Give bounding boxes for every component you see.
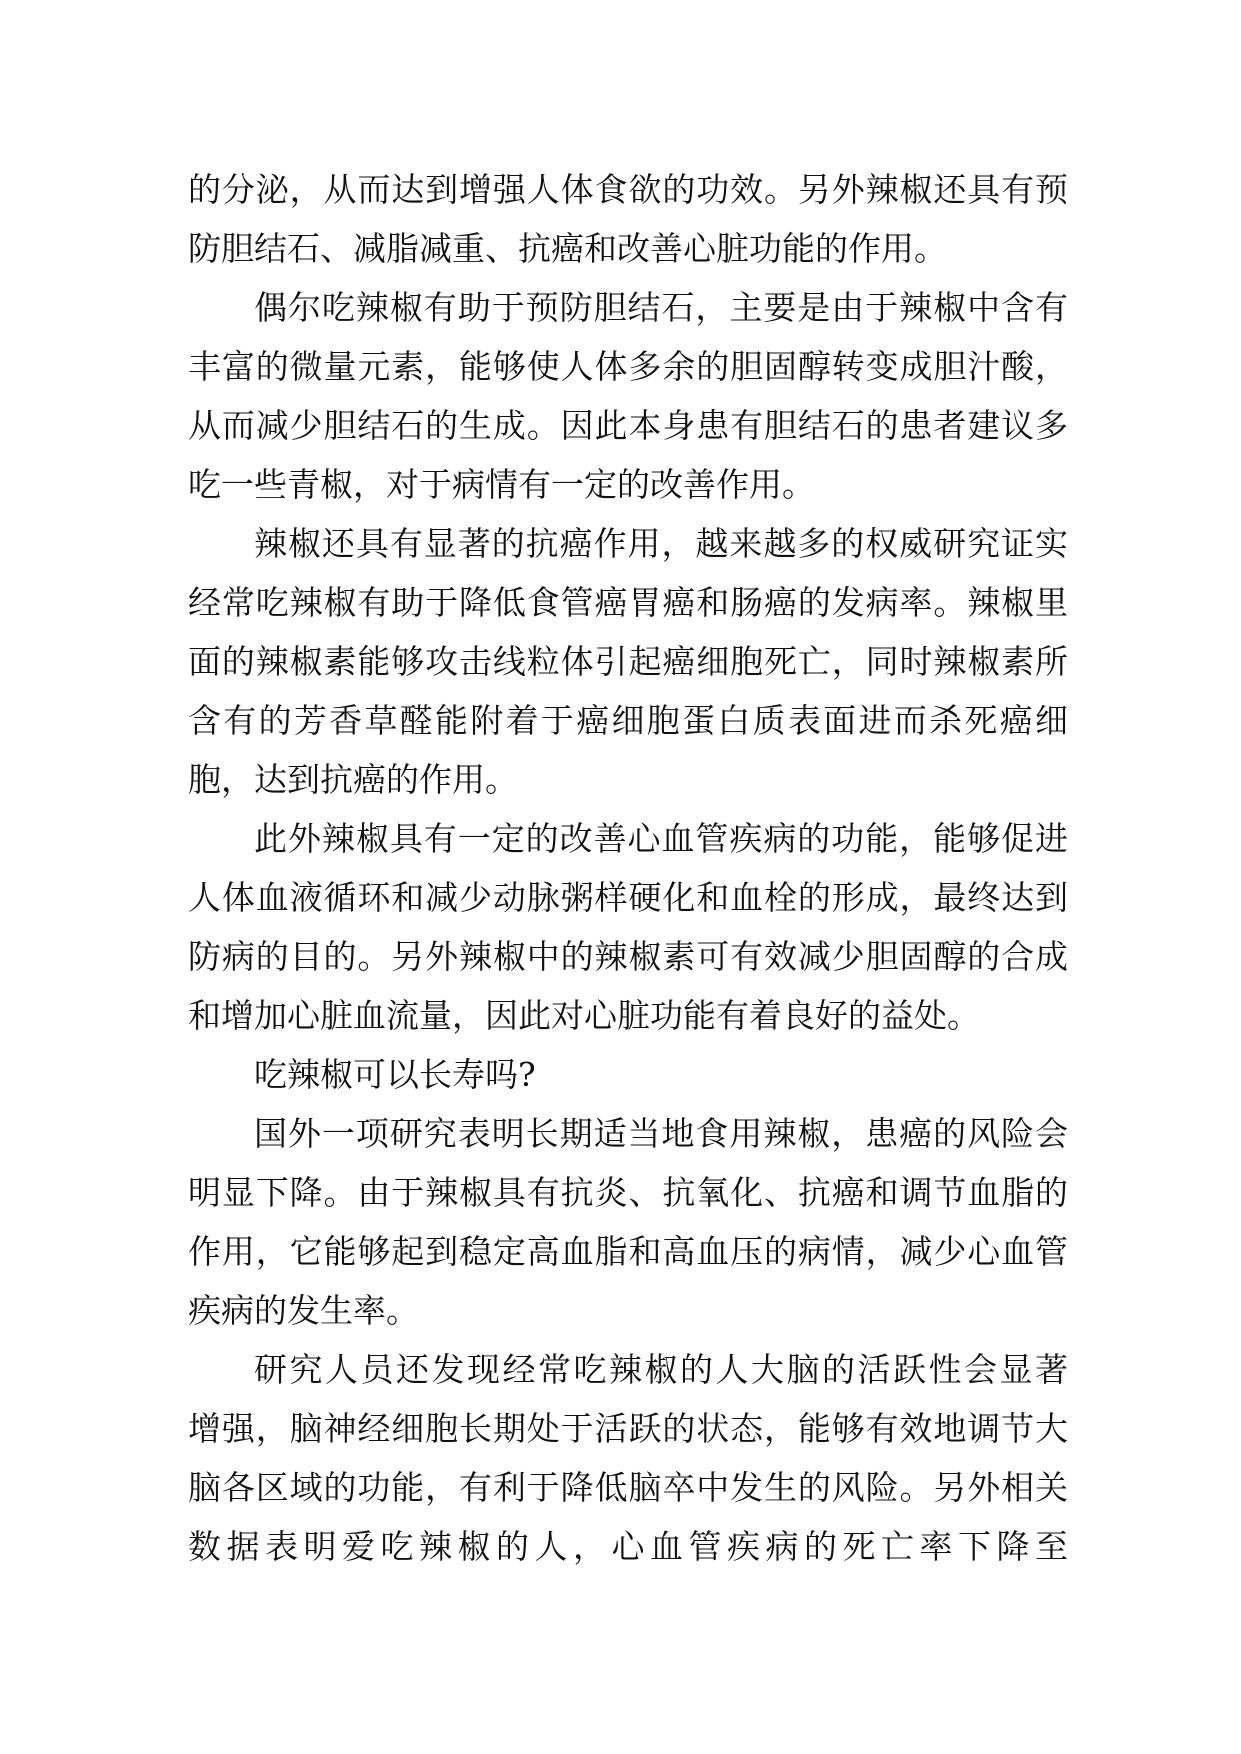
paragraph [188, 514, 1068, 809]
paragraph [188, 278, 1068, 514]
text-line: 含有的芳香草醛能附着于癌细胞蛋白质表面进而杀死癌细 [188, 701, 1068, 740]
text-line: 研究人员还发现经常吃辣椒的人大脑的活跃性会显著 [254, 1350, 1068, 1389]
text-line: 作用，它能够起到稳定高血脂和高血压的病情，减少心血管 [188, 1232, 1068, 1271]
paragraph [188, 1340, 1068, 1576]
text-line: 疾病的发生率。 [188, 1291, 419, 1330]
text-line: 胞，达到抗癌的作用。 [188, 760, 518, 799]
text-line: 吃一些青椒，对于病情有一定的改善作用。 [188, 465, 815, 504]
text-line: 防病的目的。另外辣椒中的辣椒素可有效减少胆固醇的合成 [188, 937, 1068, 976]
text-line: 辣椒还具有显著的抗癌作用，越来越多的权威研究证实 [254, 524, 1068, 563]
paragraph [188, 1104, 1068, 1340]
text-line: 防胆结石、减脂减重、抗癌和改善心脏功能的作用。 [188, 229, 947, 268]
text-line: 经常吃辣椒有助于降低食管癌胃癌和肠癌的发病率。辣椒里 [188, 583, 1068, 622]
paragraph [188, 160, 1068, 278]
text-line: 和增加心脏血流量，因此对心脏功能有着良好的益处。 [188, 996, 980, 1035]
paragraph [188, 1045, 1068, 1104]
text-line: 明显下降。由于辣椒具有抗炎、抗氧化、抗癌和调节血脂的 [188, 1173, 1068, 1212]
text-line: 的分泌，从而达到增强人体食欲的功效。另外辣椒还具有预 [188, 170, 1068, 209]
section-question: 吃辣椒可以长寿吗? [254, 1055, 536, 1094]
text-line: 偶尔吃辣椒有助于预防胆结石，主要是由于辣椒中含有 [254, 288, 1068, 327]
body-text [188, 160, 1068, 1576]
text-line: 面的辣椒素能够攻击线粒体引起癌细胞死亡，同时辣椒素所 [188, 642, 1068, 681]
text-line: 丰富的微量元素，能够使人体多余的胆固醇转变成胆汁酸， [188, 347, 1068, 386]
text-line: 此外辣椒具有一定的改善心血管疾病的功能，能够促进 [254, 819, 1068, 858]
text-line: 数据表明爱吃辣椒的人，心血管疾病的死亡率下降至 [188, 1527, 1068, 1566]
paragraph [188, 809, 1068, 1045]
text-line: 增强，脑神经细胞长期处于活跃的状态，能够有效地调节大 [188, 1409, 1068, 1448]
text-line: 从而减少胆结石的生成。因此本身患有胆结石的患者建议多 [188, 406, 1068, 445]
text-line: 脑各区域的功能，有利于降低脑卒中发生的风险。另外相关 [188, 1468, 1068, 1507]
text-line: 人体血液循环和减少动脉粥样硬化和血栓的形成，最终达到 [188, 878, 1068, 917]
text-line: 国外一项研究表明长期适当地食用辣椒，患癌的风险会 [254, 1114, 1068, 1153]
